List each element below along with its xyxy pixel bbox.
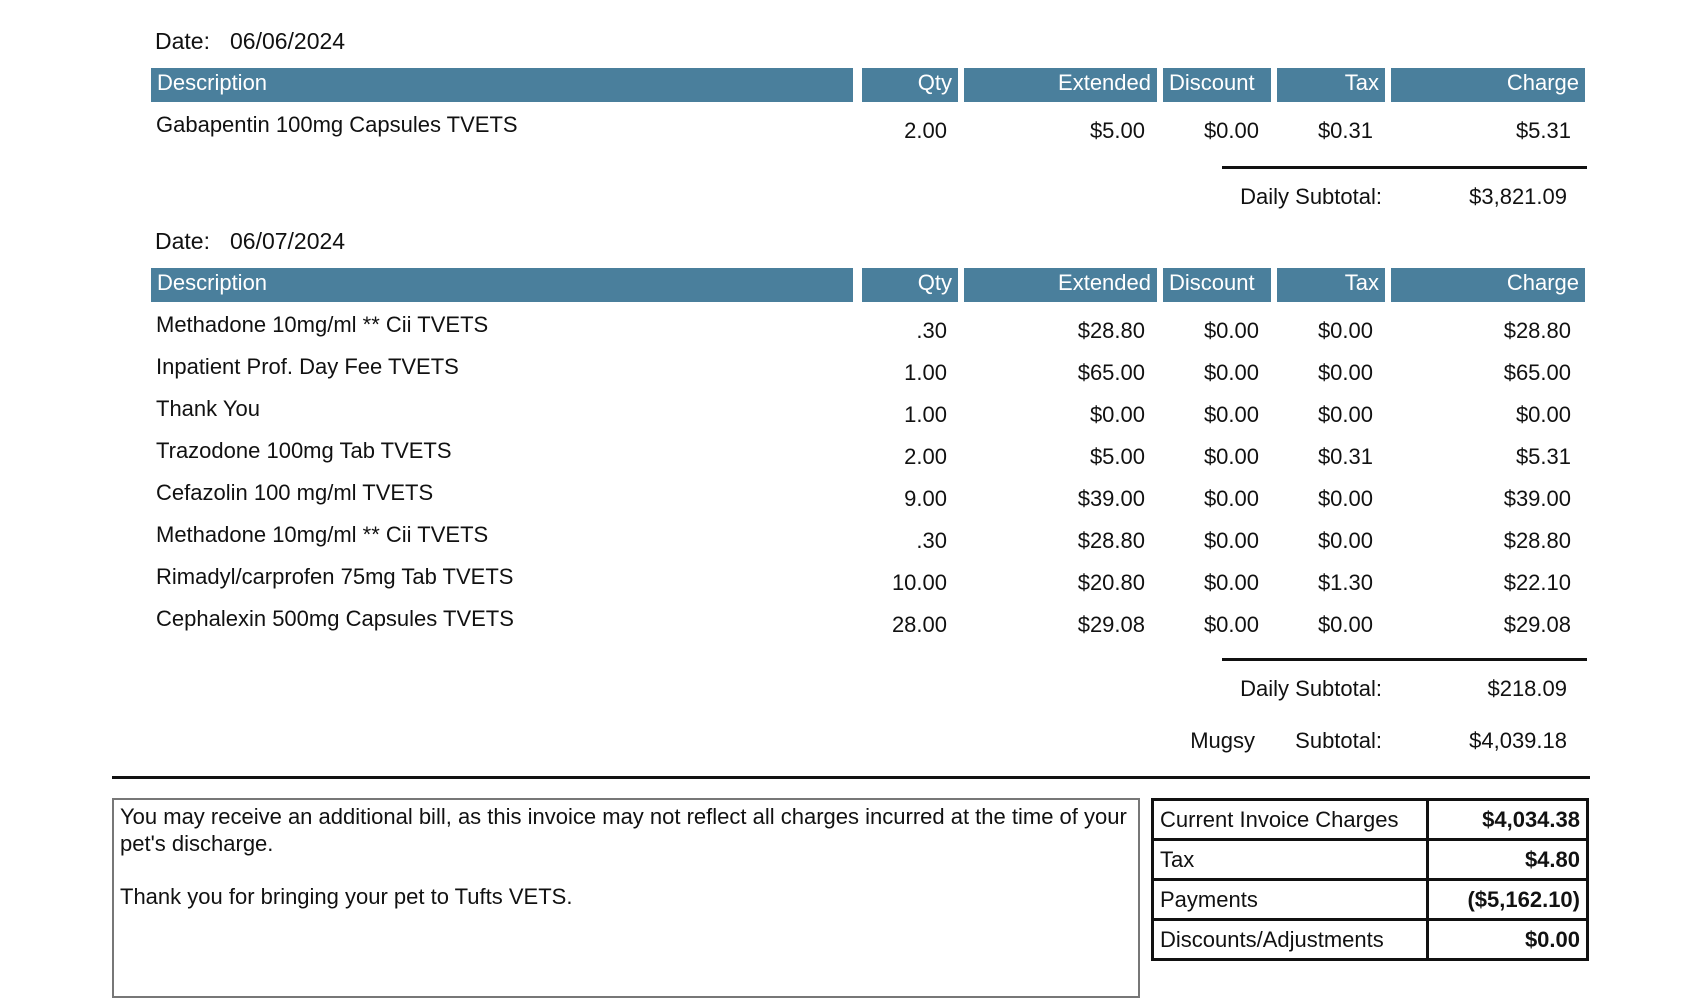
summary-label: Current Invoice Charges	[1153, 800, 1428, 840]
summary-label: Payments	[1153, 880, 1428, 920]
summary-value: $4.80	[1428, 840, 1588, 880]
item-description: Trazodone 100mg Tab TVETS	[156, 438, 452, 463]
item-extended: $5.00	[1089, 444, 1145, 469]
pet-name: Mugsy	[1190, 728, 1255, 753]
header-discount: Discount	[1163, 268, 1271, 302]
item-charge: $22.10	[1503, 570, 1571, 595]
item-qty: 9.00	[904, 486, 947, 511]
item-discount: $0.00	[1203, 444, 1259, 469]
header-description: Description	[151, 68, 853, 102]
item-extended: $39.00	[1077, 486, 1145, 511]
column-header-row	[0, 68, 1700, 102]
header-discount: Discount	[1163, 68, 1271, 102]
table-row	[0, 396, 1700, 436]
item-extended: $0.00	[1089, 402, 1145, 427]
item-extended: $20.80	[1077, 570, 1145, 595]
item-discount: $0.00	[1203, 318, 1259, 343]
item-description: Cephalexin 500mg Capsules TVETS	[156, 606, 514, 631]
invoice-summary-table	[1151, 798, 1589, 961]
summary-value: $4,034.38	[1428, 800, 1588, 840]
date-value: 06/06/2024	[229, 28, 346, 54]
item-discount: $0.00	[1203, 118, 1259, 143]
item-qty: 28.00	[891, 612, 947, 637]
header-tax: Tax	[1277, 268, 1385, 302]
table-row	[0, 564, 1700, 604]
item-extended: $28.80	[1077, 528, 1145, 553]
item-charge: $5.31	[1515, 444, 1571, 469]
subtotal-rule	[1222, 658, 1587, 661]
table-row	[0, 354, 1700, 394]
item-extended: $28.80	[1077, 318, 1145, 343]
daily-subtotal-label: Daily Subtotal:	[1240, 676, 1382, 701]
item-tax: $0.31	[1317, 118, 1373, 143]
item-tax: $0.00	[1317, 402, 1373, 427]
item-qty: 2.00	[904, 118, 947, 143]
item-description: Inpatient Prof. Day Fee TVETS	[156, 354, 459, 379]
header-qty: Qty	[862, 68, 958, 102]
item-discount: $0.00	[1203, 360, 1259, 385]
daily-subtotal-value: $3,821.09	[1469, 184, 1567, 209]
item-tax: $0.00	[1317, 528, 1373, 553]
table-row	[0, 312, 1700, 352]
item-discount: $0.00	[1203, 612, 1259, 637]
header-charge: Charge	[1391, 68, 1585, 102]
subtotal-rule	[1222, 166, 1587, 169]
item-charge: $65.00	[1503, 360, 1571, 385]
header-tax: Tax	[1277, 68, 1385, 102]
summary-row	[1153, 880, 1588, 920]
header-charge: Charge	[1391, 268, 1585, 302]
summary-row	[1153, 840, 1588, 880]
item-charge: $28.80	[1503, 318, 1571, 343]
summary-value: $0.00	[1428, 920, 1588, 960]
invoice-notes	[112, 798, 1140, 998]
table-row	[0, 112, 1700, 152]
notes-thank-you: Thank you for bringing your pet to Tufts VETS.	[120, 884, 573, 909]
summary-label: Discounts/Adjustments	[1153, 920, 1428, 960]
header-description: Description	[151, 268, 853, 302]
summary-label: Tax	[1153, 840, 1428, 880]
item-description: Thank You	[156, 396, 260, 421]
item-qty: 1.00	[904, 360, 947, 385]
header-extended: Extended	[964, 268, 1157, 302]
item-qty: 2.00	[904, 444, 947, 469]
item-description: Methadone 10mg/ml ** Cii TVETS	[156, 522, 489, 547]
item-discount: $0.00	[1203, 528, 1259, 553]
item-qty: .30	[916, 318, 947, 343]
summary-row	[1153, 800, 1588, 840]
date-line	[155, 228, 345, 255]
item-extended: $65.00	[1077, 360, 1145, 385]
table-row	[0, 522, 1700, 562]
item-description: Rimadyl/carprofen 75mg Tab TVETS	[156, 564, 514, 589]
item-tax: $0.00	[1317, 612, 1373, 637]
date-label: Date:	[155, 28, 210, 54]
table-row	[0, 480, 1700, 520]
date-line	[155, 28, 345, 55]
item-charge: $28.80	[1503, 528, 1571, 553]
notes-additional-bill: You may receive an additional bill, as this invoice may not reflect all charges incurred at the time of your pet's discharge.	[120, 804, 1127, 856]
item-tax: $0.00	[1317, 360, 1373, 385]
header-extended: Extended	[964, 68, 1157, 102]
summary-value: ($5,162.10)	[1428, 880, 1588, 920]
item-extended: $5.00	[1089, 118, 1145, 143]
header-qty: Qty	[862, 268, 958, 302]
daily-subtotal-label: Daily Subtotal:	[1240, 184, 1382, 209]
column-header-row	[0, 268, 1700, 302]
item-tax: $0.31	[1317, 444, 1373, 469]
table-row	[0, 438, 1700, 478]
item-tax: $0.00	[1317, 318, 1373, 343]
item-discount: $0.00	[1203, 570, 1259, 595]
item-charge: $5.31	[1515, 118, 1571, 143]
date-value: 06/07/2024	[229, 228, 346, 254]
date-label: Date:	[155, 228, 210, 254]
summary-row	[1153, 920, 1588, 960]
item-description: Gabapentin 100mg Capsules TVETS	[156, 112, 518, 137]
item-tax: $0.00	[1317, 486, 1373, 511]
item-charge: $39.00	[1503, 486, 1571, 511]
item-qty: 10.00	[891, 570, 947, 595]
table-row	[0, 606, 1700, 646]
pet-subtotal-label: Subtotal:	[1295, 728, 1382, 753]
item-charge: $29.08	[1503, 612, 1571, 637]
item-qty: .30	[916, 528, 947, 553]
daily-subtotal-value: $218.09	[1487, 676, 1567, 701]
item-discount: $0.00	[1203, 402, 1259, 427]
item-description: Cefazolin 100 mg/ml TVETS	[156, 480, 434, 505]
item-discount: $0.00	[1203, 486, 1259, 511]
item-extended: $29.08	[1077, 612, 1145, 637]
pet-subtotal-value: $4,039.18	[1469, 728, 1567, 753]
item-description: Methadone 10mg/ml ** Cii TVETS	[156, 312, 489, 337]
item-tax: $1.30	[1317, 570, 1373, 595]
item-charge: $0.00	[1515, 402, 1571, 427]
item-qty: 1.00	[904, 402, 947, 427]
section-divider	[112, 776, 1590, 779]
